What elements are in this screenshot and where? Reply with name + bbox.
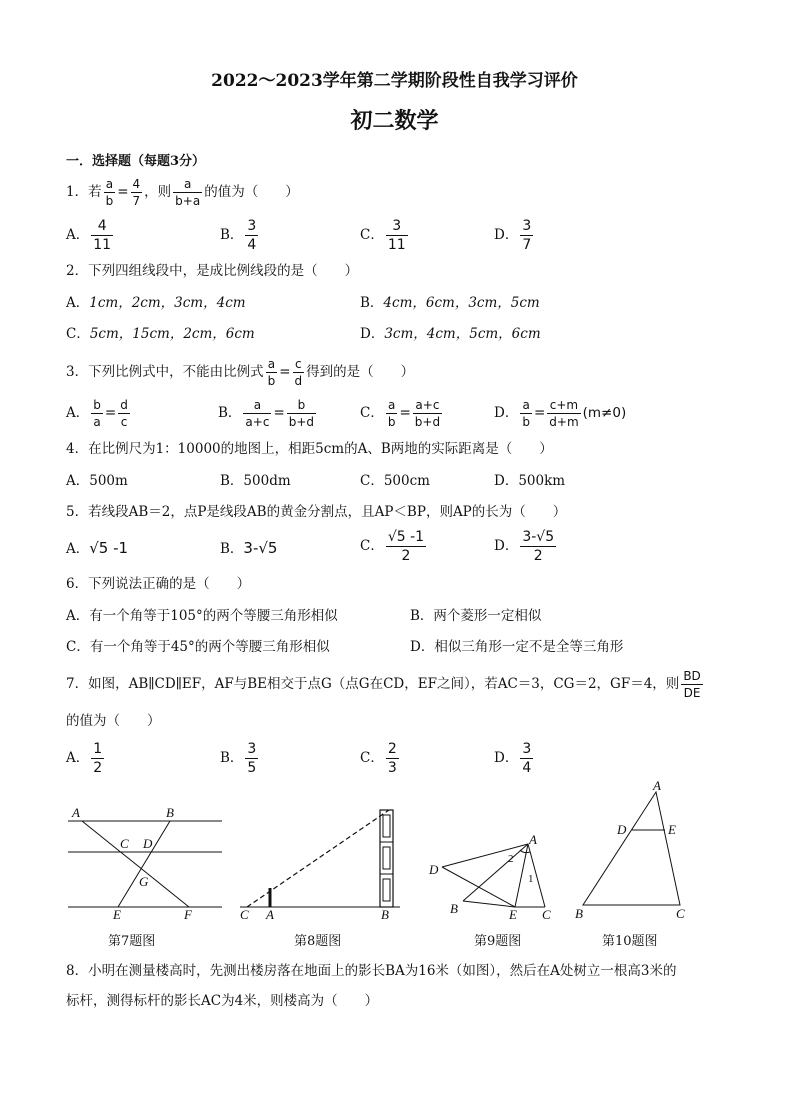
q1-option-b[interactable]: B． $\frac{3}{4}$ bbox=[220, 218, 257, 253]
question-4: 4．在比例尺为1：10000的地图上，相距5cm的A、B两地的实际距离是（ ） bbox=[66, 441, 553, 457]
q7-option-d[interactable]: D． $\frac{3}{4}$ bbox=[494, 741, 532, 776]
fig9-label-c: C bbox=[542, 907, 551, 922]
exam-subtitle: 初二数学 bbox=[350, 108, 439, 134]
fig7-label-c: C bbox=[120, 836, 129, 851]
q7-option-b[interactable]: B． $\frac{3}{5}$ bbox=[220, 741, 257, 776]
figures-row bbox=[0, 770, 789, 930]
q4-option-b[interactable]: B．500dm bbox=[220, 473, 291, 489]
fig9-label-b: B bbox=[450, 901, 458, 916]
caption-fig7: 第7题图 bbox=[108, 934, 156, 949]
q6-option-a[interactable]: A．有一个角等于105°的两个等腰三角形相似 bbox=[66, 608, 338, 624]
q7-option-c[interactable]: C． $\frac{2}{3}$ bbox=[360, 741, 397, 776]
fig9-angle-1: 1 bbox=[528, 873, 534, 885]
q6-option-b[interactable]: B．两个菱形一定相似 bbox=[410, 608, 542, 624]
fig10-label-d: D bbox=[617, 822, 627, 837]
question-6: 6．下列说法正确的是（ ） bbox=[66, 576, 251, 592]
fig8-label-a: A bbox=[266, 907, 274, 922]
fig8-label-c: C bbox=[240, 907, 249, 922]
q4-option-a[interactable]: A．500m bbox=[66, 473, 128, 489]
q5-option-d[interactable]: D． $\frac{3-√5}{2}$ bbox=[494, 529, 555, 564]
q1-option-a[interactable]: A． $\frac{4}{11}$ bbox=[66, 218, 112, 253]
question-2: 2．下列四组线段中，是成比例线段的是（ ） bbox=[66, 263, 359, 279]
q1-option-d[interactable]: D． $\frac{3}{7}$ bbox=[494, 218, 532, 253]
q5-option-c[interactable]: C． $\frac{√5 -1}{2}$ bbox=[360, 529, 425, 564]
fig7-label-f: F bbox=[184, 907, 192, 922]
exam-title: 2022～2023学年第二学期阶段性自我学习评价 bbox=[211, 71, 578, 91]
caption-fig9: 第9题图 bbox=[474, 934, 522, 949]
question-7: 7．如图，AB∥CD∥EF，AF与BE相交于点G（点G在CD，EF之间），若AC＝3，CG＝2，GF＝4，则 $\frac{BD}{DE}$ bbox=[66, 669, 701, 700]
fig10-label-e: E bbox=[668, 822, 676, 837]
q7-option-a[interactable]: A． $\frac{1}{2}$ bbox=[66, 741, 103, 776]
fig9-angle-2: 2 bbox=[508, 853, 514, 865]
fig7-label-b: B bbox=[166, 805, 174, 820]
fig9-label-e: E bbox=[509, 907, 517, 922]
q3-option-c[interactable]: C． $\frac{a}{b}$ = $\frac{a+c}{b+d}$ bbox=[360, 398, 441, 429]
caption-fig10: 第10题图 bbox=[602, 934, 658, 949]
q3-option-d[interactable]: D． $\frac{a}{b}$ = $\frac{c+m}{d+m}$ (m≠0) bbox=[494, 398, 627, 429]
q2-option-b[interactable]: B．4cm，6cm，3cm，5cm bbox=[360, 295, 540, 311]
question-3: 3．下列比例式中，不能由比例式 $\frac{a}{b}$ = $\frac{c}{d}$ 得到的是（ ） bbox=[66, 357, 415, 388]
question-8-line1: 8．小明在测量楼高时，先测出楼房落在地面上的影长BA为16米（如图），然后在A处树立一根高3米的 bbox=[66, 963, 677, 979]
question-5: 5．若线段AB＝2，点P是线段AB的黄金分割点，且AP＜BP，则AP的长为（ ） bbox=[66, 504, 567, 520]
fig9-label-a: A bbox=[529, 832, 537, 847]
q6-option-d[interactable]: D．相似三角形一定不是全等三角形 bbox=[410, 639, 624, 655]
q4-option-d[interactable]: D．500km bbox=[494, 473, 566, 489]
q6-option-c[interactable]: C．有一个角等于45°的两个等腰三角形相似 bbox=[66, 639, 330, 655]
figure-10 bbox=[583, 792, 680, 905]
q1-option-c[interactable]: C． $\frac{3}{11}$ bbox=[360, 218, 406, 253]
q2-option-a[interactable]: A．1cm，2cm，3cm，4cm bbox=[66, 295, 246, 311]
section-heading: 一．选择题（每题3分） bbox=[66, 154, 206, 169]
q4-option-c[interactable]: C．500cm bbox=[360, 473, 430, 489]
question-7-cont: 的值为（ ） bbox=[66, 713, 161, 729]
question-1: 1．若 $\frac{a}{b}$ = $\frac{4}{7}$ ，则 $\frac{a}{b+a}$ 的值为（ ） bbox=[66, 177, 299, 208]
fig7-label-e: E bbox=[113, 907, 121, 922]
question-8-line2: 标杆，测得标杆的影长AC为4米，则楼高为（ ） bbox=[66, 993, 379, 1009]
fig7-label-a: A bbox=[72, 805, 80, 820]
q5-option-b[interactable]: B．3-√5 bbox=[220, 539, 278, 557]
fig10-label-c: C bbox=[676, 906, 685, 921]
fig10-label-a: A bbox=[653, 778, 661, 793]
figure-7 bbox=[68, 821, 222, 907]
fig9-label-d: D bbox=[429, 862, 439, 877]
fig7-label-d: D bbox=[143, 836, 153, 851]
fig8-label-b: B bbox=[381, 907, 389, 922]
q3-option-b[interactable]: B． $\frac{a}{a+c}$ = $\frac{b}{b+d}$ bbox=[218, 398, 315, 429]
figure-8 bbox=[240, 810, 400, 907]
q5-option-a[interactable]: A．√5 -1 bbox=[66, 539, 129, 557]
q3-option-a[interactable]: A． $\frac{b}{a}$ = $\frac{d}{c}$ bbox=[66, 398, 128, 429]
caption-fig8: 第8题图 bbox=[294, 934, 342, 949]
fig10-label-b: B bbox=[575, 906, 583, 921]
fig7-label-g: G bbox=[139, 874, 149, 889]
q2-option-c[interactable]: C．5cm，15cm，2cm，6cm bbox=[66, 326, 255, 342]
q2-option-d[interactable]: D．3cm，4cm，5cm，6cm bbox=[360, 326, 541, 342]
